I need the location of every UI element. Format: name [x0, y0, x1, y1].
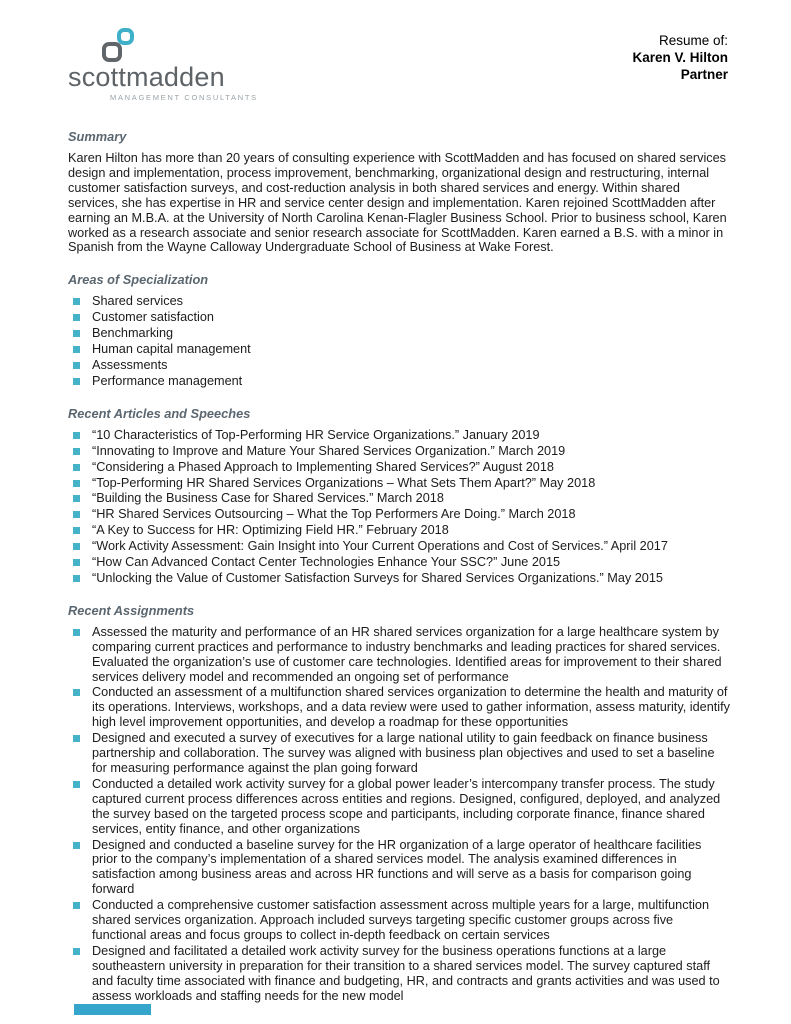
section-heading-articles: Recent Articles and Speeches — [68, 405, 251, 421]
list-item — [68, 507, 730, 522]
list-item-text: “10 Characteristics of Top-Performing HR Service Organizations.” January 2019 — [92, 427, 540, 442]
list-item-text: Shared services — [92, 294, 183, 309]
list-item-text: “HR Shared Services Outsourcing – What the Top Performers Are Doing.” March 2018 — [92, 507, 576, 522]
scottmadden-logo-icon — [102, 28, 136, 62]
list-item — [68, 944, 730, 1004]
list-item-text: Performance management — [92, 373, 243, 388]
list-item-text: Assessments — [92, 357, 168, 372]
list-item-text: Customer satisfaction — [92, 310, 214, 325]
square-bullet-icon — [73, 298, 80, 305]
articles-list — [68, 428, 730, 586]
resume-of-block — [632, 28, 728, 83]
square-bullet-icon — [73, 495, 80, 502]
list-item-text: Designed and facilitated a detailed work activity survey for the business operations functions at a large southeastern university in preparation for their transition to a shared services model. The survey captured staff and faculty time associated with finance and budgeting, HR, and contracts and grants activities and was used to assess workloads and staffing needs for the new model — [92, 943, 720, 1003]
square-bullet-icon — [73, 527, 80, 534]
list-item-text: Human capital management — [92, 342, 251, 357]
square-bullet-icon — [73, 464, 80, 471]
scottmadden-logo — [68, 28, 258, 102]
list-item — [68, 460, 730, 475]
list-item — [68, 326, 730, 341]
list-item-text: Benchmarking — [92, 326, 174, 341]
list-item — [68, 342, 730, 357]
square-bullet-icon — [73, 781, 80, 788]
square-bullet-icon — [73, 362, 80, 369]
list-item — [68, 685, 730, 730]
list-item-text: “Building the Business Case for Shared Services.” March 2018 — [92, 491, 444, 506]
list-item — [68, 358, 730, 373]
logo-teal-square-icon — [117, 28, 134, 45]
list-item — [68, 777, 730, 837]
list-item-text: Conducted a detailed work activity survey for a global power leader’s intercompany transfer process. The study captured current process differences across entities and regions. Designed, configured, deployed, and analyzed the survey based on the targeted process scope and participants, including corporate finance, finance shared services, entity finance, and other organizations — [92, 776, 721, 836]
list-item — [68, 523, 730, 538]
square-bullet-icon — [73, 448, 80, 455]
list-item-text: “Innovating to Improve and Mature Your Shared Services Organization.” March 2019 — [92, 443, 566, 458]
list-item — [68, 491, 730, 506]
square-bullet-icon — [73, 346, 80, 353]
list-item-text: “How Can Advanced Contact Center Technologies Enhance Your SSC?” June 2015 — [92, 555, 561, 570]
summary-paragraph: Karen Hilton has more than 20 years of consulting experience with ScottMadden and has focused on shared services design and implementation, process improvement, benchmarking, organizational design and restructuring, internal customer satisfaction surveys, and cost-reduction analysis in both shared services and energy. Within shared services, she has expertise in HR and service center design and implementation. Karen rejoined ScottMadden after earning an M.B.A. at the University of North Carolina Kenan-Flagler Business School. Prior to business school, Karen worked as a research associate and senior research associate for ScottMadden. Karen earned a B.S. with a minor in Spanish from the Wayne Calloway Undergraduate School of Business at Wake Forest. — [68, 151, 727, 255]
person-name: Karen V. Hilton — [632, 50, 728, 65]
square-bullet-icon — [73, 842, 80, 849]
square-bullet-icon — [73, 689, 80, 696]
list-item — [68, 476, 730, 491]
list-item-text: “Unlocking the Value of Customer Satisfaction Surveys for Shared Services Organizations.” May 2015 — [92, 570, 663, 585]
list-item — [68, 374, 730, 389]
square-bullet-icon — [73, 330, 80, 337]
square-bullet-icon — [73, 314, 80, 321]
assignments-list — [68, 625, 730, 1004]
list-item — [68, 444, 730, 459]
square-bullet-icon — [73, 575, 80, 582]
list-item — [68, 555, 730, 570]
logo-tagline: MANAGEMENT CONSULTANTS — [110, 93, 258, 102]
logo-wordmark: scottmadden — [68, 62, 225, 92]
list-item — [68, 625, 730, 685]
square-bullet-icon — [73, 735, 80, 742]
list-item — [68, 731, 730, 776]
specialization-list — [68, 294, 730, 388]
footer-accent-bar — [74, 1004, 151, 1015]
list-item-text: Conducted a comprehensive customer satisfaction assessment across multiple years for a large, multifunction shared services organization. Approach included surveys targeting specific customer groups across five functional areas and focus groups to collect in-depth feedback on certain services — [92, 898, 710, 942]
logo-gray-square-icon — [102, 42, 122, 62]
page-header — [0, 0, 791, 112]
list-item-text: Conducted an assessment of a multifunction shared services organization to determine the health and maturity of its operations. Interviews, workshops, and a data review were used to gather information, assess maturity, identify high level improvement opportunities, and develop a roadmap for these opportunities — [92, 685, 730, 730]
square-bullet-icon — [73, 480, 80, 487]
list-item-text: “Top-Performing HR Shared Services Organizations – What Sets Them Apart?” May 2018 — [92, 475, 596, 490]
square-bullet-icon — [73, 948, 80, 955]
section-heading-summary: Summary — [68, 129, 127, 144]
list-item — [68, 898, 730, 943]
list-item — [68, 428, 730, 443]
square-bullet-icon — [73, 629, 80, 636]
square-bullet-icon — [73, 902, 80, 909]
square-bullet-icon — [73, 543, 80, 550]
list-item-text: “Work Activity Assessment: Gain Insight into Your Current Operations and Cost of Services.” April 2017 — [92, 539, 668, 554]
list-item-text: Designed and conducted a baseline survey for the HR organization of a large operator of healthcare facilities prior to the company’s implementation of a shared services model. The analysis examined differences in satisfaction among business areas and across HR functions and will serve as a basis for comparison going forward — [92, 837, 702, 897]
square-bullet-icon — [73, 559, 80, 566]
list-item — [68, 571, 730, 586]
square-bullet-icon — [73, 511, 80, 518]
list-item-text: Designed and executed a survey of executives for a large national utility to gain feedback on finance business partnership and collaboration. The survey was aligned with business plan objectives and used to set a baseline for measuring performance against the plan going forward — [92, 731, 715, 775]
resume-content — [0, 129, 791, 1004]
list-item-text: “A Key to Success for HR: Optimizing Field HR.” February 2018 — [92, 523, 449, 538]
square-bullet-icon — [73, 432, 80, 439]
list-item — [68, 310, 730, 325]
section-heading-assignments: Recent Assignments — [68, 602, 195, 618]
person-title: Partner — [680, 67, 728, 82]
resume-of-label: Resume of: — [658, 33, 728, 48]
list-item — [68, 838, 730, 898]
list-item-text: Assessed the maturity and performance of an HR shared services organization for a large healthcare system by comparing current practices and performance to industry benchmarks and leading practices for shared services. Evaluated the organization’s use of customer care technologies. Identified areas for improvement to their shared services delivery model and recommended an ongoing set of performance — [92, 624, 722, 684]
square-bullet-icon — [73, 378, 80, 385]
list-item-text: “Considering a Phased Approach to Implementing Shared Services?” August 2018 — [92, 459, 554, 474]
list-item — [68, 294, 730, 309]
list-item — [68, 539, 730, 554]
section-heading-specialization: Areas of Specialization — [68, 272, 209, 288]
